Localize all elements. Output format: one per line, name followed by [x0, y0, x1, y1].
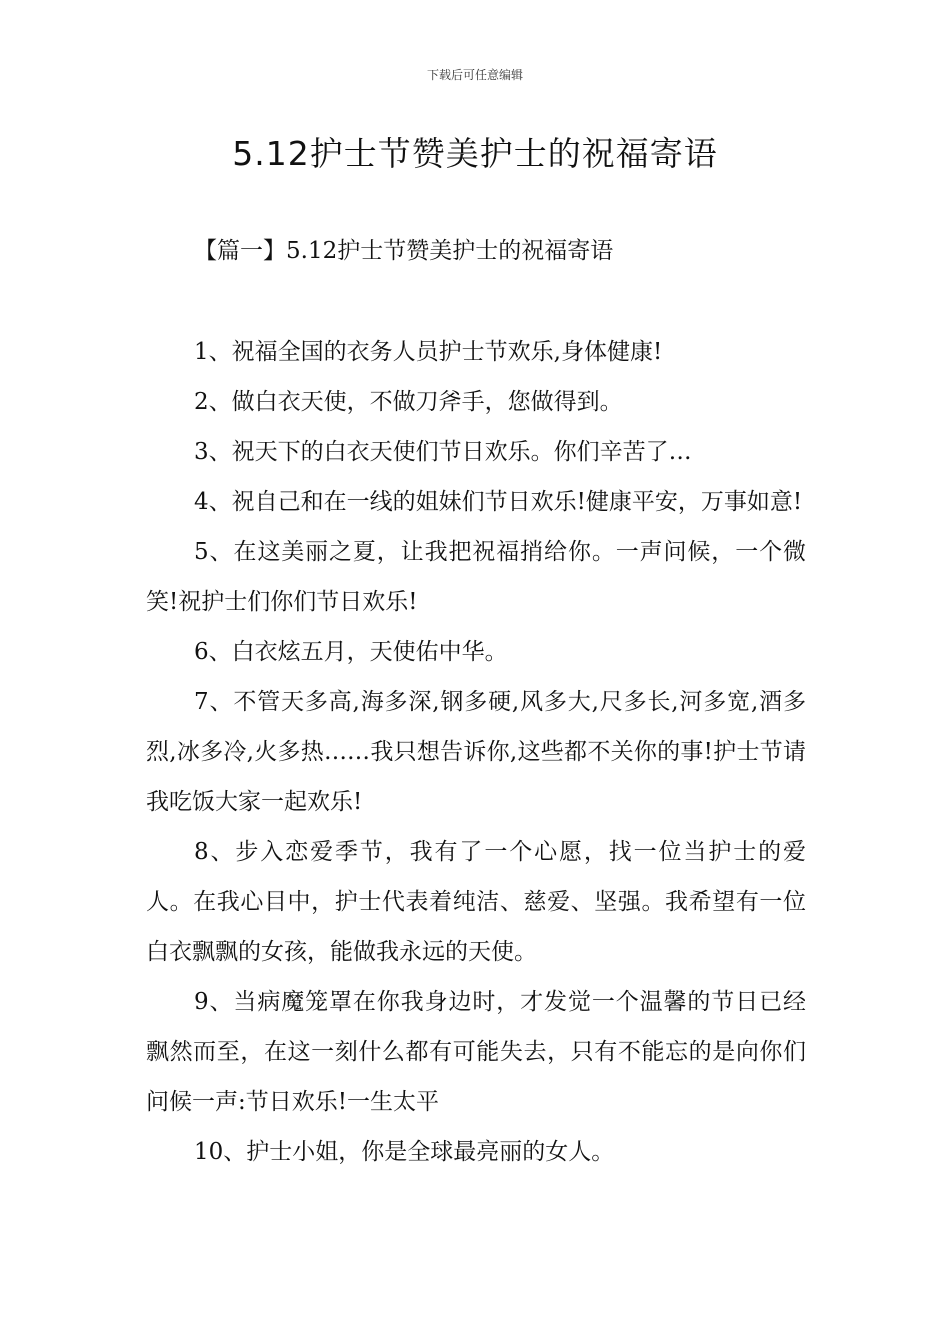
paragraph-9: 9、当病魔笼罩在你我身边时，才发觉一个温馨的节日已经飘然而至，在这一刻什么都有可能失去，只有不能忘的是向你们问候一声:节日欢乐!一生太平	[146, 989, 806, 1115]
paragraph-4: 4、祝自己和在一线的姐妹们节日欢乐!健康平安，万事如意!	[194, 489, 803, 515]
document-title: 5.12护士节赞美护士的祝福寄语	[232, 134, 718, 173]
paragraph-3: 3、祝天下的白衣天使们节日欢乐。你们辛苦了…	[194, 439, 692, 465]
paragraph-6: 6、白衣炫五月，天使佑中华。	[194, 639, 508, 665]
paragraph-5: 5、在这美丽之夏，让我把祝福捎给你。一声问候，一个微笑!祝护士们你们节日欢乐!	[146, 539, 806, 615]
paragraph-8: 8、步入恋爱季节，我有了一个心愿，找一位当护士的爱人。在我心目中，护士代表着纯洁、慈爱、坚强。我希望有一位白衣飘飘的女孩，能做我永远的天使。	[146, 839, 806, 965]
header-note: 下载后可任意编辑	[426, 68, 523, 82]
paragraph-10: 10、护士小姐，你是全球最亮丽的女人。	[194, 1139, 615, 1165]
section-heading: 【篇一】5.12护士节赞美护士的祝福寄语	[194, 238, 614, 264]
paragraph-1: 1、祝福全国的衣务人员护士节欢乐,身体健康!	[194, 339, 663, 365]
paragraph-7: 7、不管天多高,海多深,钢多硬,风多大,尺多长,河多宽,酒多烈,冰多冷,火多热……我只想告诉你,这些都不关你的事!护士节请我吃饭大家一起欢乐!	[146, 689, 806, 815]
paragraph-2: 2、做白衣天使，不做刀斧手，您做得到。	[194, 389, 623, 415]
document-body	[146, 327, 806, 1177]
